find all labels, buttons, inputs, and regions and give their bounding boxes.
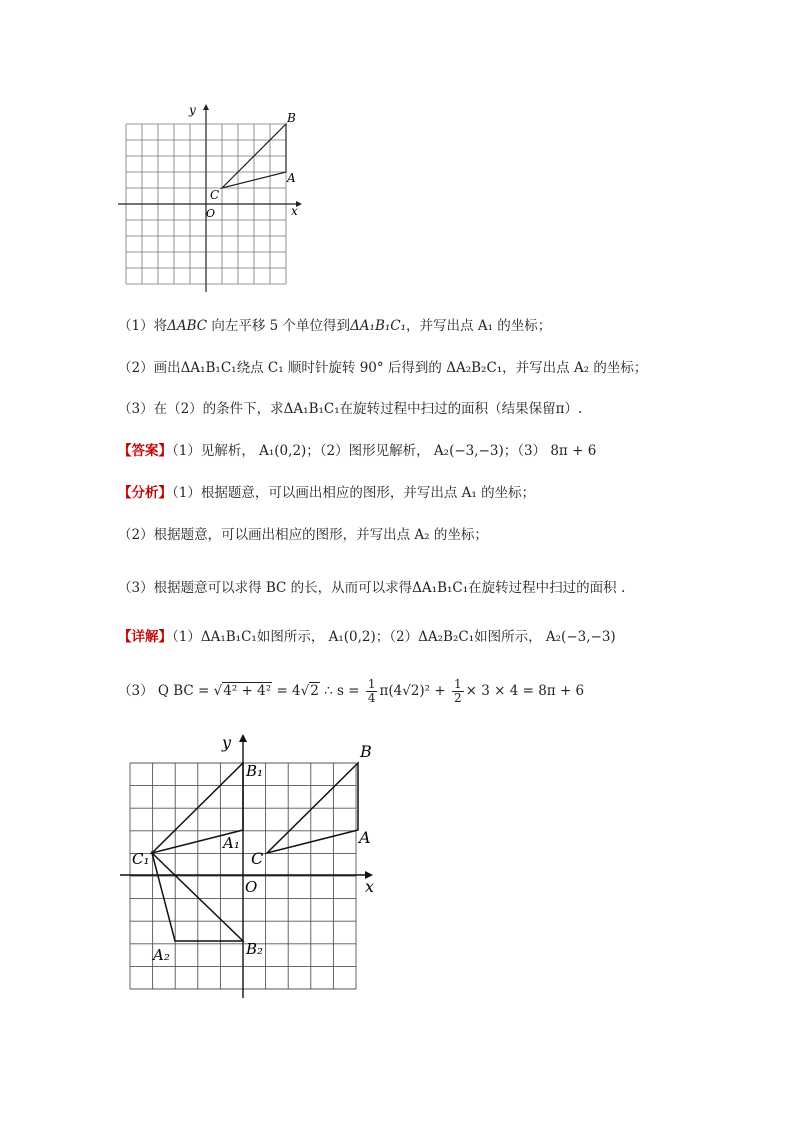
label-a2: A₂: [153, 946, 170, 964]
question-1-triangle-image: ΔA₁B₁C₁: [350, 318, 407, 334]
detail-sqrt: 4² + 4²: [223, 683, 272, 699]
analysis-text-1: （1）根据题意，可以画出相应的图形，并写出点 A₁ 的坐标；: [172, 485, 536, 501]
fraction-quarter-den: 4: [367, 691, 376, 705]
label-o: O: [206, 207, 216, 220]
y-axis-arrow: [203, 104, 209, 110]
answer-line: [118, 441, 596, 461]
question-1: [118, 316, 551, 336]
question-3: （3）在（2）的条件下，求ΔA₁B₁C₁在旋转过程中扫过的面积（结果保留π）.: [118, 401, 583, 417]
label-x: x: [291, 204, 298, 218]
label-a: A: [287, 171, 296, 185]
fraction-half: [452, 678, 464, 705]
label-c: C: [210, 188, 220, 202]
detail-text-1: （1）ΔA₁B₁C₁如图所示， A₁(0,2)；（2）ΔA₂B₂C₁如图所示， A₂(−3,−3): [172, 629, 616, 645]
figure-2-coordinate-grid: [120, 730, 380, 1002]
detail-tag: 【详解】: [118, 629, 172, 645]
detail-line-1: [118, 627, 616, 647]
figure-1-coordinate-grid: [118, 100, 308, 296]
label-b: B: [287, 111, 296, 125]
label-b1: B₁: [246, 762, 264, 780]
question-1-start: （1）将: [118, 318, 168, 334]
question-2: （2）画出ΔA₁B₁C₁绕点 C₁ 顺时针旋转 90° 后得到的 ΔA₂B₂C₁，并写出点 A₂ 的坐标；: [118, 360, 648, 376]
detail-sqrt-2: 2: [310, 683, 319, 699]
question-1-triangle: ΔABC: [167, 318, 208, 334]
detail-mid: π(4√2)² +: [379, 683, 450, 699]
analysis-line-3: （3）根据题意可以求得 BC 的长，从而可以求得ΔA₁B₁C₁在旋转过程中扫过的面积 .: [118, 580, 626, 596]
question-1-end: ，并写出点 A₁ 的坐标；: [406, 318, 552, 334]
label-c1: C₁: [132, 850, 150, 868]
question-1-mid: 向左平移 5 个单位得到: [207, 318, 351, 334]
answer-tag: 【答案】: [118, 443, 172, 459]
detail-line-2: （3） Q BC = √4² + 4² = 4√2 ∴ s = $\frac{1}{4}$ π(4√2)² + $\frac{1}{2}$ × 3 × 4 = 8π + 6: [118, 677, 585, 705]
label-b2: B₂: [246, 940, 264, 958]
label-a1: A₁: [223, 834, 240, 852]
label-x: x: [365, 877, 375, 896]
y-axis-arrow: [239, 734, 247, 742]
fraction-half-num: 1: [453, 677, 462, 691]
label-b: B: [360, 742, 372, 761]
analysis-line-2: （2）根据题意，可以画出相应的图形，并写出点 A₂ 的坐标；: [118, 527, 488, 543]
label-a: A: [359, 828, 371, 847]
label-y: y: [189, 103, 196, 117]
fraction-half-den: 2: [453, 691, 462, 705]
analysis-line-1: [118, 483, 535, 503]
label-c: C: [251, 849, 264, 868]
detail-end: × 3 × 4 = 8π + 6: [465, 683, 585, 699]
detail-eq: = 4: [272, 683, 301, 699]
label-o: O: [245, 878, 258, 896]
analysis-tag: 【分析】: [118, 485, 172, 501]
detail-s: ∴ s =: [319, 683, 364, 699]
fraction-quarter-num: 1: [367, 677, 376, 691]
detail-prefix: （3） Q BC =: [118, 683, 214, 699]
label-y: y: [222, 733, 232, 752]
answer-text: （1）见解析， A₁(0,2)；（2）图形见解析， A₂(−3,−3)；（3） 8π + 6: [172, 443, 597, 459]
fraction-quarter: [366, 678, 378, 705]
